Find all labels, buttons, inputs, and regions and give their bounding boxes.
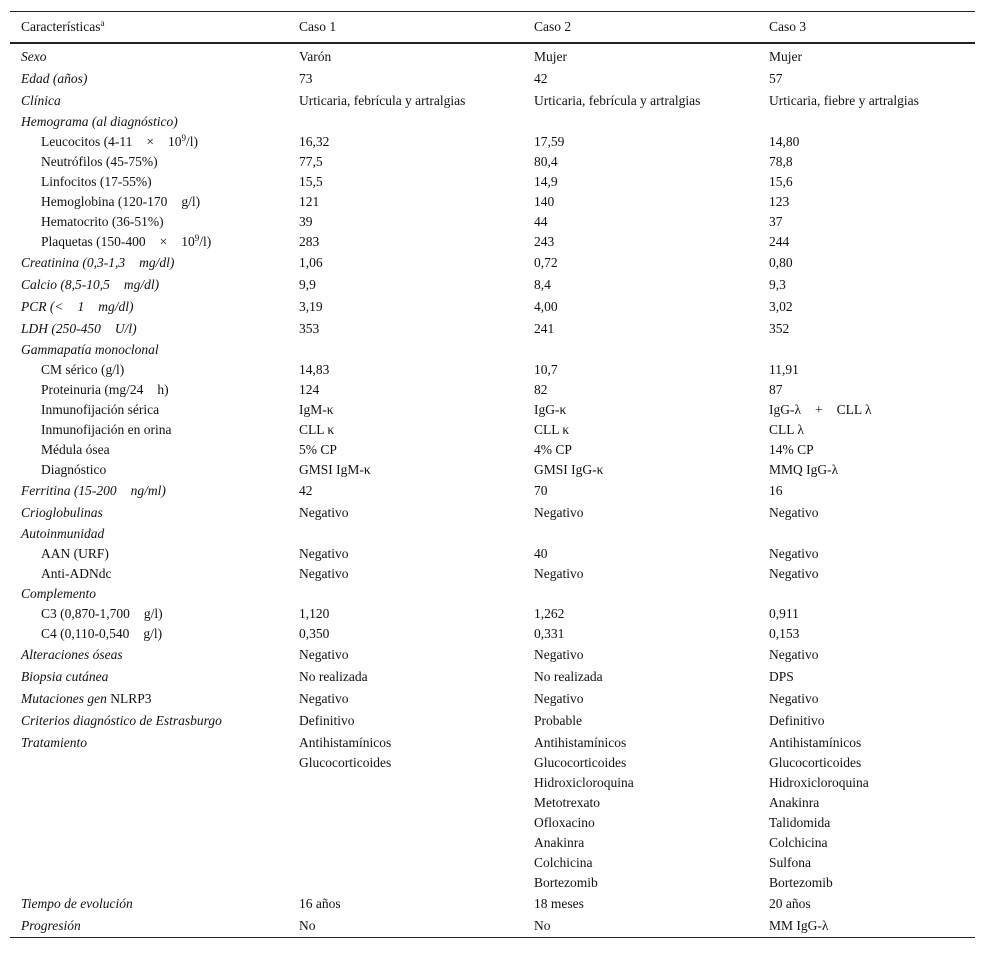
cell-caso-3: 87: [769, 381, 783, 397]
cell-caso-1: 0,350: [299, 625, 330, 641]
cell-caso-1: Negativo: [299, 504, 349, 520]
section-label: Autoinmunidad: [21, 525, 105, 541]
row-aan: [10, 544, 975, 564]
cell-caso-1: 3,19: [299, 298, 323, 314]
cell-caso-1: 14,83: [299, 361, 330, 377]
section-label: Complemento: [21, 585, 96, 601]
cell-caso-2: No realizada: [534, 668, 603, 684]
cell-caso-2: Urticaria, febrícula y artralgias: [534, 92, 701, 108]
row-hemoglobina: [10, 192, 975, 212]
cell-caso-2: Negativo: [534, 504, 584, 520]
cell-caso-2: 241: [534, 320, 555, 336]
row-creatinina: [10, 252, 975, 274]
cell-caso-2: GMSI IgG-κ: [534, 461, 604, 477]
row-label: Ferritina (15-200 ng/ml): [21, 482, 166, 498]
row-c3: [10, 604, 975, 624]
cell-caso-2: 0,72: [534, 254, 558, 270]
cell-caso-2: 42: [534, 70, 548, 86]
cell-caso-1: 283: [299, 233, 320, 249]
cell-caso-1: Urticaria, febrícula y artralgias: [299, 92, 466, 108]
cell-caso-2: Negativo: [534, 565, 584, 581]
row-crioglobulinas: [10, 502, 975, 524]
cell-caso-1: CLL κ: [299, 421, 335, 437]
cell-caso-1: Negativo: [299, 565, 349, 581]
cell-caso-2: 82: [534, 381, 548, 397]
cell-caso-1: 39: [299, 213, 313, 229]
header-caso-1: Caso 1: [288, 12, 523, 43]
header-caracteristicas: Características$^a$: [10, 12, 288, 43]
row-c4: [10, 624, 975, 644]
cell-caso-1: 5% CP: [299, 441, 337, 457]
row-ldh: [10, 318, 975, 340]
row-label: C4 (0,110-0,540 g/l): [41, 625, 163, 641]
cell-caso-2: 17,59: [534, 133, 565, 149]
cell-caso-2: 243: [534, 233, 555, 249]
row-label: Sexo: [21, 48, 47, 64]
row-label: PCR (< 1 mg/dl): [21, 298, 134, 314]
cell-caso-3: 0,911: [769, 605, 799, 621]
row-label: Clínica: [21, 92, 61, 108]
row-inmunofijacion-orina: [10, 420, 975, 440]
cell-caso-2: 1,262: [534, 605, 565, 621]
cell-caso-2: 44: [534, 213, 548, 229]
cell-caso-3: IgG-λ + CLL λ: [769, 401, 872, 417]
cell-caso-1: GMSI IgM-κ: [299, 461, 371, 477]
cell-caso-1: 124: [299, 381, 320, 397]
cell-caso-3: 0,80: [769, 254, 793, 270]
row-pcr: [10, 296, 975, 318]
row-label: Hemoglobina (120-170 g/l): [41, 193, 201, 209]
cell-caso-1: 73: [299, 70, 313, 86]
cell-caso-2: 70: [534, 482, 548, 498]
cell-caso-3: 352: [769, 320, 790, 336]
cell-caso-1: 121: [299, 193, 320, 209]
row-sexo: [10, 43, 975, 68]
row-alteraciones-oseas: [10, 644, 975, 666]
row-label: Edad (años): [21, 70, 88, 86]
table-header: [10, 12, 975, 43]
table-body: [10, 43, 975, 938]
cell-caso-1: Negativo: [299, 690, 349, 706]
cell-caso-3: Negativo: [769, 690, 819, 706]
cell-caso-2: Antihistamínicos Glucocorticoides Hidroxicloroquina Metotrexato Ofloxacino Anakinra Colchicina Bortezomib: [534, 734, 634, 890]
cell-caso-3: CLL λ: [769, 421, 804, 437]
cell-caso-3: Mujer: [769, 48, 802, 64]
cell-caso-3: 14,80: [769, 133, 800, 149]
row-tratamiento: [10, 732, 975, 893]
header-row: [10, 12, 975, 43]
cell-caso-3: Negativo: [769, 504, 819, 520]
cell-caso-3: 15,6: [769, 173, 793, 189]
cell-caso-1: Definitivo: [299, 712, 355, 728]
row-label: Inmunofijación en orina: [41, 421, 172, 437]
row-plaquetas: [10, 232, 975, 252]
cell-caso-1: Negativo: [299, 646, 349, 662]
cell-caso-3: 0,153: [769, 625, 800, 641]
row-label: Biopsia cutánea: [21, 668, 109, 684]
row-label: Tratamiento: [21, 734, 88, 750]
row-label: CM sérico (g/l): [41, 361, 125, 377]
row-tiempo-evolucion: [10, 893, 975, 915]
cell-caso-3: 3,02: [769, 298, 793, 314]
row-linfocitos: [10, 172, 975, 192]
row-label: Inmunofijación sérica: [41, 401, 160, 417]
row-label: Neutrófilos (45-75%): [41, 153, 158, 169]
row-progresion: [10, 915, 975, 938]
cell-caso-3: 14% CP: [769, 441, 814, 457]
cell-caso-2: 14,9: [534, 173, 558, 189]
cell-caso-3: 123: [769, 193, 790, 209]
row-label: Anti-ADNdc: [41, 565, 112, 581]
cell-caso-3: Antihistamínicos Glucocorticoides Hidroxicloroquina Anakinra Talidomida Colchicina Sulfona Bortezomib: [769, 734, 869, 890]
row-label: LDH (250-450 U/l): [21, 320, 137, 336]
cell-caso-2: 18 meses: [534, 895, 584, 911]
cell-caso-1: 9,9: [299, 276, 316, 292]
cell-caso-2: Probable: [534, 712, 582, 728]
cell-caso-1: Varón: [299, 48, 332, 64]
cell-caso-3: Definitivo: [769, 712, 825, 728]
cell-caso-1: 77,5: [299, 153, 323, 169]
row-label: Criterios diagnóstico de Estrasburgo: [21, 712, 222, 728]
row-edad: [10, 68, 975, 90]
row-label: Médula ósea: [41, 441, 110, 457]
row-inmunofijacion-serica: [10, 400, 975, 420]
row-mutaciones: [10, 688, 975, 710]
cell-caso-1: Antihistamínicos Glucocorticoides: [299, 734, 392, 770]
cell-caso-3: Urticaria, fiebre y artralgias: [769, 92, 919, 108]
cell-caso-1: 1,06: [299, 254, 323, 270]
cell-caso-2: Negativo: [534, 690, 584, 706]
cell-caso-2: IgG-κ: [534, 401, 567, 417]
footnote-marker: a: [100, 17, 105, 28]
cell-caso-1: 1,120: [299, 605, 330, 621]
clinical-cases-table: [10, 11, 975, 938]
row-calcio: [10, 274, 975, 296]
cell-caso-3: Negativo: [769, 565, 819, 581]
cell-caso-2: Mujer: [534, 48, 567, 64]
row-label: Crioglobulinas: [21, 504, 103, 520]
row-hematocrito: [10, 212, 975, 232]
cell-caso-2: 8,4: [534, 276, 551, 292]
row-label: Alteraciones óseas: [21, 646, 123, 662]
row-label: Hematocrito (36-51%): [41, 213, 164, 229]
row-label: Calcio (8,5-10,5 mg/dl): [21, 276, 160, 292]
cell-caso-2: CLL κ: [534, 421, 570, 437]
row-label: Mutaciones gen NLRP3: [21, 690, 152, 706]
cell-caso-2: 140: [534, 193, 555, 209]
cell-caso-3: MMQ IgG-λ: [769, 461, 839, 477]
cell-caso-3: 9,3: [769, 276, 786, 292]
table-wrapper: [10, 11, 975, 938]
cell-caso-1: 16 años: [299, 895, 341, 911]
row-label: Diagnóstico: [41, 461, 107, 477]
cell-caso-1: No realizada: [299, 668, 368, 684]
cell-caso-1: 16,32: [299, 133, 330, 149]
row-label: Creatinina (0,3-1,3 mg/dl): [21, 254, 175, 270]
cell-caso-1: IgM-κ: [299, 401, 334, 417]
row-clinica: [10, 90, 975, 112]
cell-caso-1: No: [288, 915, 523, 938]
row-diagnostico: [10, 460, 975, 480]
cell-caso-3: 20 años: [769, 895, 811, 911]
cell-caso-3: DPS: [769, 668, 794, 684]
row-leucocitos: [10, 132, 975, 152]
header-caso-3: Caso 3: [758, 12, 975, 43]
cell-caso-2: 4,00: [534, 298, 558, 314]
row-label: Tiempo de evolución: [21, 895, 133, 911]
cell-caso-2: 10,7: [534, 361, 558, 377]
row-hemograma-heading: [10, 112, 975, 132]
row-neutrofilos: [10, 152, 975, 172]
cell-caso-1: 15,5: [299, 173, 323, 189]
cell-caso-3: Negativo: [769, 545, 819, 561]
cell-caso-3: 57: [769, 70, 783, 86]
cell-caso-1: 353: [299, 320, 320, 336]
cell-caso-3: 37: [769, 213, 783, 229]
row-label: Linfocitos (17-55%): [41, 173, 152, 189]
cell-caso-3: 11,91: [769, 361, 799, 377]
row-label: Leucocitos $(4-11 \times 10^9/l)$: [41, 132, 198, 149]
header-caso-2: Caso 2: [523, 12, 758, 43]
row-medula-osea: [10, 440, 975, 460]
cell-caso-2: No: [523, 915, 758, 938]
section-label: Hemograma (al diagnóstico): [21, 113, 178, 129]
row-gammapatia-heading: [10, 340, 975, 360]
row-proteinuria: [10, 380, 975, 400]
cell-caso-3: MM IgG-λ: [758, 915, 975, 938]
cell-caso-2: 80,4: [534, 153, 558, 169]
section-label: Gammapatía monoclonal: [21, 341, 159, 357]
row-criterios: [10, 710, 975, 732]
cell-caso-2: 4% CP: [534, 441, 572, 457]
row-anti-adndc: [10, 564, 975, 584]
cell-caso-3: Negativo: [769, 646, 819, 662]
cell-caso-2: 40: [534, 545, 548, 561]
row-label: Plaquetas $(150-400 \times 10^9/l)$: [41, 232, 212, 249]
cell-caso-2: 0,331: [534, 625, 565, 641]
row-label: Proteinuria (mg/24 h): [41, 381, 169, 397]
cell-caso-3: 244: [769, 233, 790, 249]
cell-caso-2: Negativo: [534, 646, 584, 662]
cell-caso-3: 78,8: [769, 153, 793, 169]
row-label: Progresión: [10, 915, 288, 938]
row-label: C3 (0,870-1,700 g/l): [41, 605, 163, 621]
cell-caso-1: Negativo: [299, 545, 349, 561]
row-label: AAN (URF): [41, 545, 109, 561]
row-cm-serico: [10, 360, 975, 380]
row-complemento-heading: [10, 584, 975, 604]
cell-caso-1: 42: [299, 482, 313, 498]
row-biopsia: [10, 666, 975, 688]
row-ferritina: [10, 480, 975, 502]
cell-caso-3: 16: [769, 482, 783, 498]
row-autoinmunidad-heading: [10, 524, 975, 544]
